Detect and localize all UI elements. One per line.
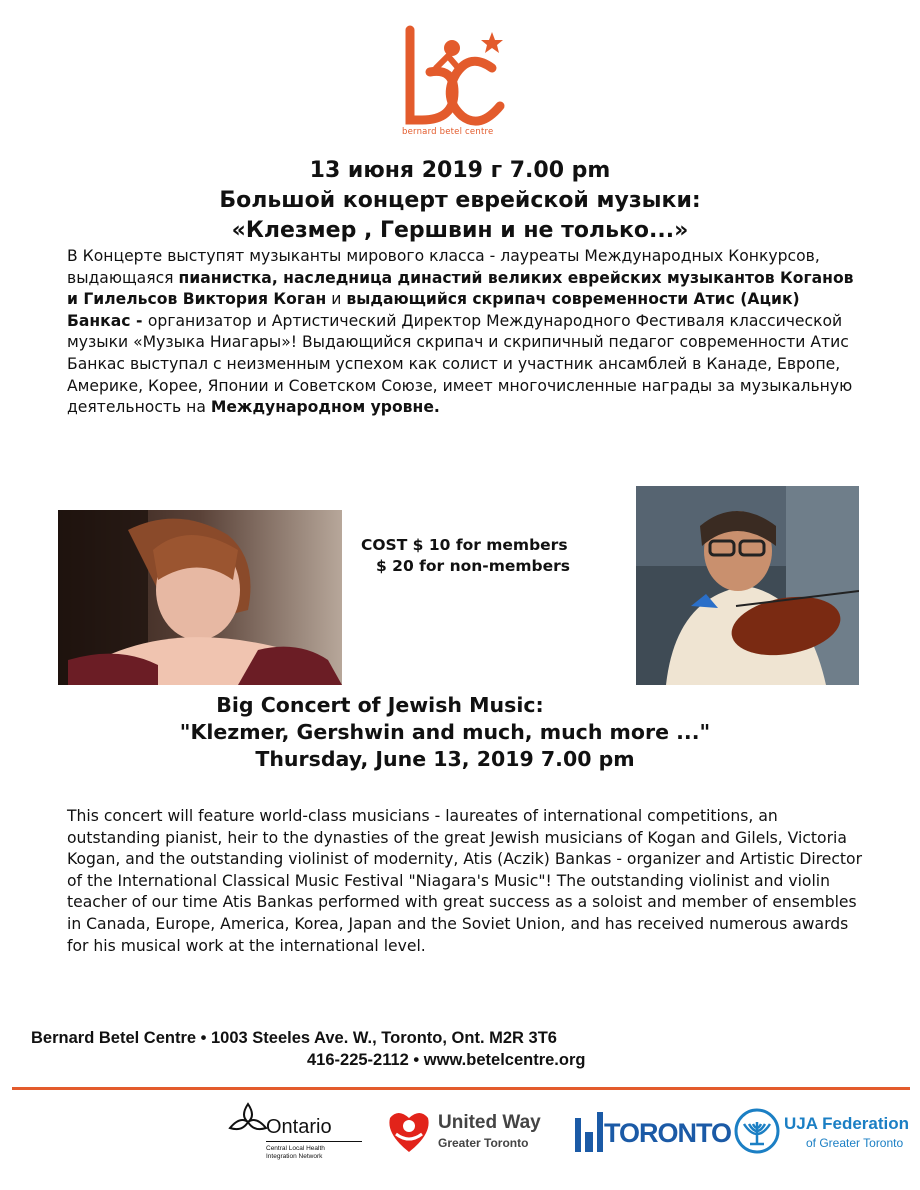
ru-description — [67, 246, 867, 419]
toronto-city-hall-icon — [574, 1110, 604, 1152]
united-way-name: United Way — [438, 1112, 541, 1133]
uja-sub: of Greater Toronto — [806, 1136, 904, 1150]
footer-divider — [12, 1087, 910, 1090]
cost-members: COST $ 10 for members — [361, 536, 568, 554]
bernard-betel-centre-logo — [400, 22, 510, 142]
united-way-sub: Greater Toronto — [438, 1136, 529, 1150]
ontario-underline — [266, 1141, 362, 1142]
ontario-sub2: Integration Network — [266, 1153, 323, 1160]
ru-text: В Концерте выступят музыканты мирового класса - лауреаты Международных Конкурсов, выдающаяся — [67, 247, 820, 287]
en-date-heading: Thursday, June 13, 2019 7.00 pm — [255, 747, 635, 771]
ru-date-heading: 13 июня 2019 г 7.00 pm — [309, 158, 611, 183]
united-way-logo — [384, 1104, 554, 1158]
toronto-logo — [574, 1108, 732, 1154]
toronto-name: TORONTO — [604, 1118, 732, 1148]
ru-bold-pianist: пианистка, наследница династий великих еврейских музыкантов Коганов и Гилельсов Виктория Коган — [67, 268, 854, 309]
ru-text: организатор и Артистический Директор Международного Фестиваля классической музыки «Музыка Ниагары»! Выдающийся скрипач и скрипичный педагог современности Атис Банкас выступал с неизменным успехом как солист и участник ансамблей в Канаде, Европе, Америке, Корее, Японии и Советском Союзе, имеет многочисленные награды за музыкальную деятельность на — [67, 311, 853, 417]
ontario-name: Ontario — [266, 1116, 332, 1138]
ru-text: и — [326, 290, 347, 309]
ontario-sub1: Central Local Health — [266, 1145, 325, 1152]
ru-bold-violinist: выдающийся скрипач современности Атис (Ацик) Банкас - — [67, 290, 800, 330]
uja-name: UJA Federation — [784, 1114, 910, 1133]
menorah-icon — [734, 1108, 780, 1154]
uja-federation-logo — [734, 1108, 910, 1156]
united-way-hand-icon — [384, 1104, 434, 1154]
en-title-line1: Big Concert of Jewish Music: — [216, 693, 544, 717]
en-title-line2: "Klezmer, Gershwin and much, much more ..." — [179, 720, 711, 744]
ru-title-line1: Большой концерт еврейской музыки: — [219, 188, 701, 213]
logo-caption: bernard betel centre — [402, 127, 494, 137]
ru-bold-level: Международном уровне. — [210, 398, 440, 417]
cost-non-members: $ 20 for non-members — [376, 557, 571, 575]
footer-address: Bernard Betel Centre • 1003 Steeles Ave. W., Toronto, Ont. M2R 3T6 — [31, 1029, 557, 1047]
trillium-icon — [228, 1102, 268, 1138]
violinist-photo — [636, 486, 859, 685]
ontario-lhin-logo — [228, 1102, 368, 1166]
ru-title-line2: «Клезмер , Гершвин и не только...» — [231, 218, 689, 243]
pianist-photo — [58, 510, 342, 685]
en-description: This concert will feature world-class musicians - laureates of international competitions, an outstanding pianist, heir to the dynasties of the great Jewish musicians of Kogan and Gilels, Victoria Kogan, and the outstanding violinist of modernity, Atis (Aczik) Bankas - organizer and Artistic Director of the International Classical Music Festival "Niagara's Music"! The outstanding violinist and violin teacher of our time Atis Bankas performed with great success as a soloist and member of ensembles in Canada, Europe, America, Korea, Japan and the Soviet Union, and has received numerous awards for his musical work at the international level. — [67, 807, 862, 955]
footer-phone-website: 416-225-2112 • www.betelcentre.org — [307, 1051, 586, 1069]
